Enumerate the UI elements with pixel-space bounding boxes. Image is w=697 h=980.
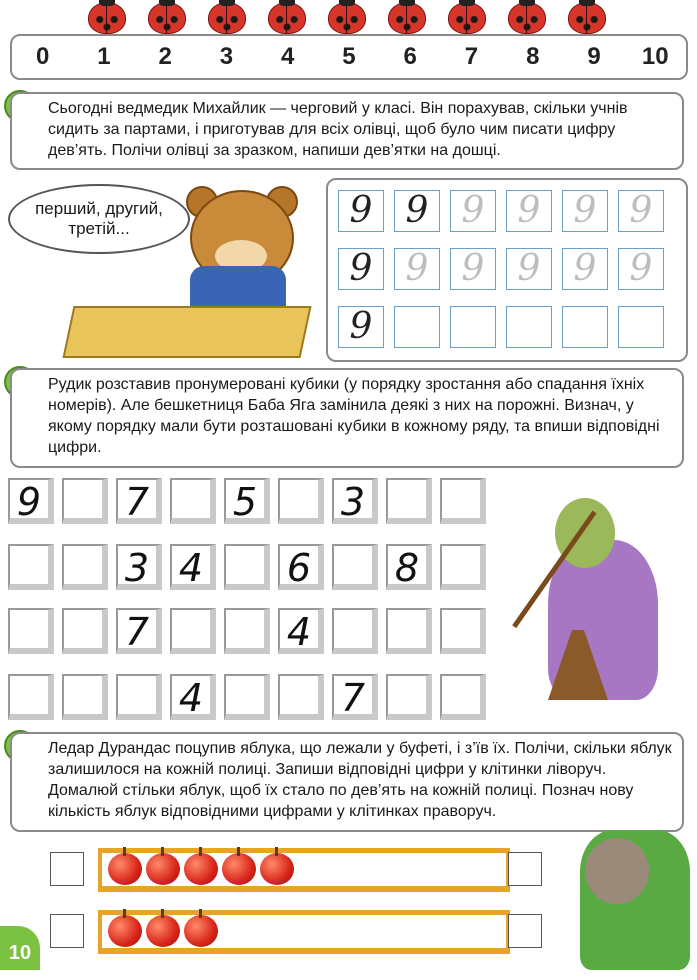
speech-bubble (8, 184, 190, 254)
cube[interactable]: 7 (116, 608, 162, 654)
number-label: 10 (641, 43, 669, 70)
character-head (585, 838, 649, 904)
count-box-right[interactable] (508, 852, 542, 886)
count-box-left[interactable] (50, 914, 84, 948)
cube[interactable] (224, 674, 270, 720)
number-strip (10, 34, 688, 80)
cube[interactable]: 4 (278, 608, 324, 654)
cube[interactable] (170, 478, 216, 524)
cube[interactable]: 5 (224, 478, 270, 524)
task-1-text: Сьогодні ведмедик Михайлик — черговий у класі. Він порахував, скільки учнів сидить за партами, і приготував для всіх олівці, щоб було чим писати цифру дев’ять. Полічи олівці за зразком, напиши дев’ятки на дошці. (48, 100, 628, 159)
apple-icon (146, 853, 180, 885)
board-cell[interactable]: 9 (394, 190, 440, 232)
ladybug-icon (148, 2, 186, 34)
board-cell[interactable]: 9 (506, 190, 552, 232)
number-label: 0 (35, 43, 50, 70)
apple-icon (146, 915, 180, 947)
cube[interactable] (278, 674, 324, 720)
cube[interactable] (8, 674, 54, 720)
cube[interactable] (62, 478, 108, 524)
ladybug-icon (508, 2, 546, 34)
page-number: 10 (0, 926, 40, 970)
board-cell[interactable]: 9 (338, 248, 384, 290)
number-label: 3 (219, 43, 234, 70)
cube[interactable] (332, 544, 378, 590)
cube[interactable] (224, 544, 270, 590)
cube[interactable]: 9 (8, 478, 54, 524)
board-cell[interactable]: 9 (618, 190, 664, 232)
board-cell[interactable]: 9 (618, 248, 664, 290)
bubble-line-2: третій... (68, 219, 130, 238)
board-cell[interactable] (506, 306, 552, 348)
ladybug-icon (208, 2, 246, 34)
board-cell[interactable]: 9 (338, 190, 384, 232)
cube[interactable]: 4 (170, 674, 216, 720)
ladybug-icon (568, 2, 606, 34)
cube[interactable] (170, 608, 216, 654)
task-2-text-box (10, 368, 684, 468)
writing-board (326, 178, 688, 362)
cube[interactable]: 3 (332, 478, 378, 524)
cube[interactable] (440, 544, 486, 590)
ladybug-icon (328, 2, 366, 34)
ladybug-icon (88, 2, 126, 34)
cube[interactable] (62, 608, 108, 654)
task-1-text-box (10, 92, 684, 170)
board-cell[interactable]: 9 (394, 248, 440, 290)
apple-icon (108, 853, 142, 885)
apple-icon (222, 853, 256, 885)
number-label: 9 (587, 43, 601, 70)
number-label: 6 (403, 43, 417, 70)
board-cell[interactable]: 9 (450, 248, 496, 290)
number-label: 2 (158, 43, 172, 70)
ladybug-icon (268, 2, 306, 34)
cube[interactable] (440, 674, 486, 720)
task-3-text-box (10, 732, 684, 832)
bubble-line-1: перший, другий, (35, 199, 163, 218)
count-box-right[interactable] (508, 914, 542, 948)
ladybug-icon (448, 2, 486, 34)
cube[interactable] (62, 544, 108, 590)
cube[interactable] (8, 544, 54, 590)
cube[interactable] (116, 674, 162, 720)
cube[interactable] (440, 608, 486, 654)
cube[interactable]: 7 (332, 674, 378, 720)
cube[interactable]: 6 (278, 544, 324, 590)
board-cell[interactable]: 9 (338, 306, 384, 348)
ladybug-icon (388, 2, 426, 34)
apple-icon (184, 915, 218, 947)
cube[interactable]: 7 (116, 478, 162, 524)
count-box-left[interactable] (50, 852, 84, 886)
cube[interactable]: 4 (170, 544, 216, 590)
task-3-text: Ледар Дурандас поцупив яблука, що лежали у буфеті, і з’їв їх. Полічи, скільки яблук залишилося на кожній полиці. Запиши відповідні цифри у клітинки ліворуч. Домалюй стільки яблук, щоб їх стало по дев’ять на кожній полиці. Познач нову кількість яблук відповідними цифрами у клітинках праворуч. (48, 740, 672, 820)
board-cell[interactable] (450, 306, 496, 348)
number-label: 1 (97, 43, 111, 70)
board-cell[interactable]: 9 (562, 190, 608, 232)
cube[interactable] (386, 478, 432, 524)
board-cell[interactable]: 9 (506, 248, 552, 290)
pencil-tray (62, 306, 311, 358)
cube[interactable] (62, 674, 108, 720)
board-cell[interactable] (618, 306, 664, 348)
apple-icon (260, 853, 294, 885)
number-label: 8 (526, 43, 540, 70)
board-cell[interactable]: 9 (450, 190, 496, 232)
number-label: 7 (464, 43, 479, 70)
apple-icon (184, 853, 218, 885)
number-label: 4 (281, 43, 295, 70)
cube[interactable]: 8 (386, 544, 432, 590)
cube[interactable] (440, 478, 486, 524)
number-label: 5 (342, 43, 356, 70)
cube[interactable] (8, 608, 54, 654)
cube[interactable]: 3 (116, 544, 162, 590)
board-cell[interactable] (394, 306, 440, 348)
board-cell[interactable]: 9 (562, 248, 608, 290)
cube[interactable] (386, 674, 432, 720)
task-2-text: Рудик розставив пронумеровані кубики (у порядку зростання або спадання їхніх номерів). Але бешкетниця Баба Яга замінила деякі з них на порожні. Визнач, у якому порядку мали бути розташовані кубики в кожному ряду, та впиши відповідні цифри. (48, 376, 660, 456)
cube[interactable] (386, 608, 432, 654)
board-cell[interactable] (562, 306, 608, 348)
cube[interactable] (278, 478, 324, 524)
apple-icon (108, 915, 142, 947)
cube[interactable] (224, 608, 270, 654)
cube[interactable] (332, 608, 378, 654)
